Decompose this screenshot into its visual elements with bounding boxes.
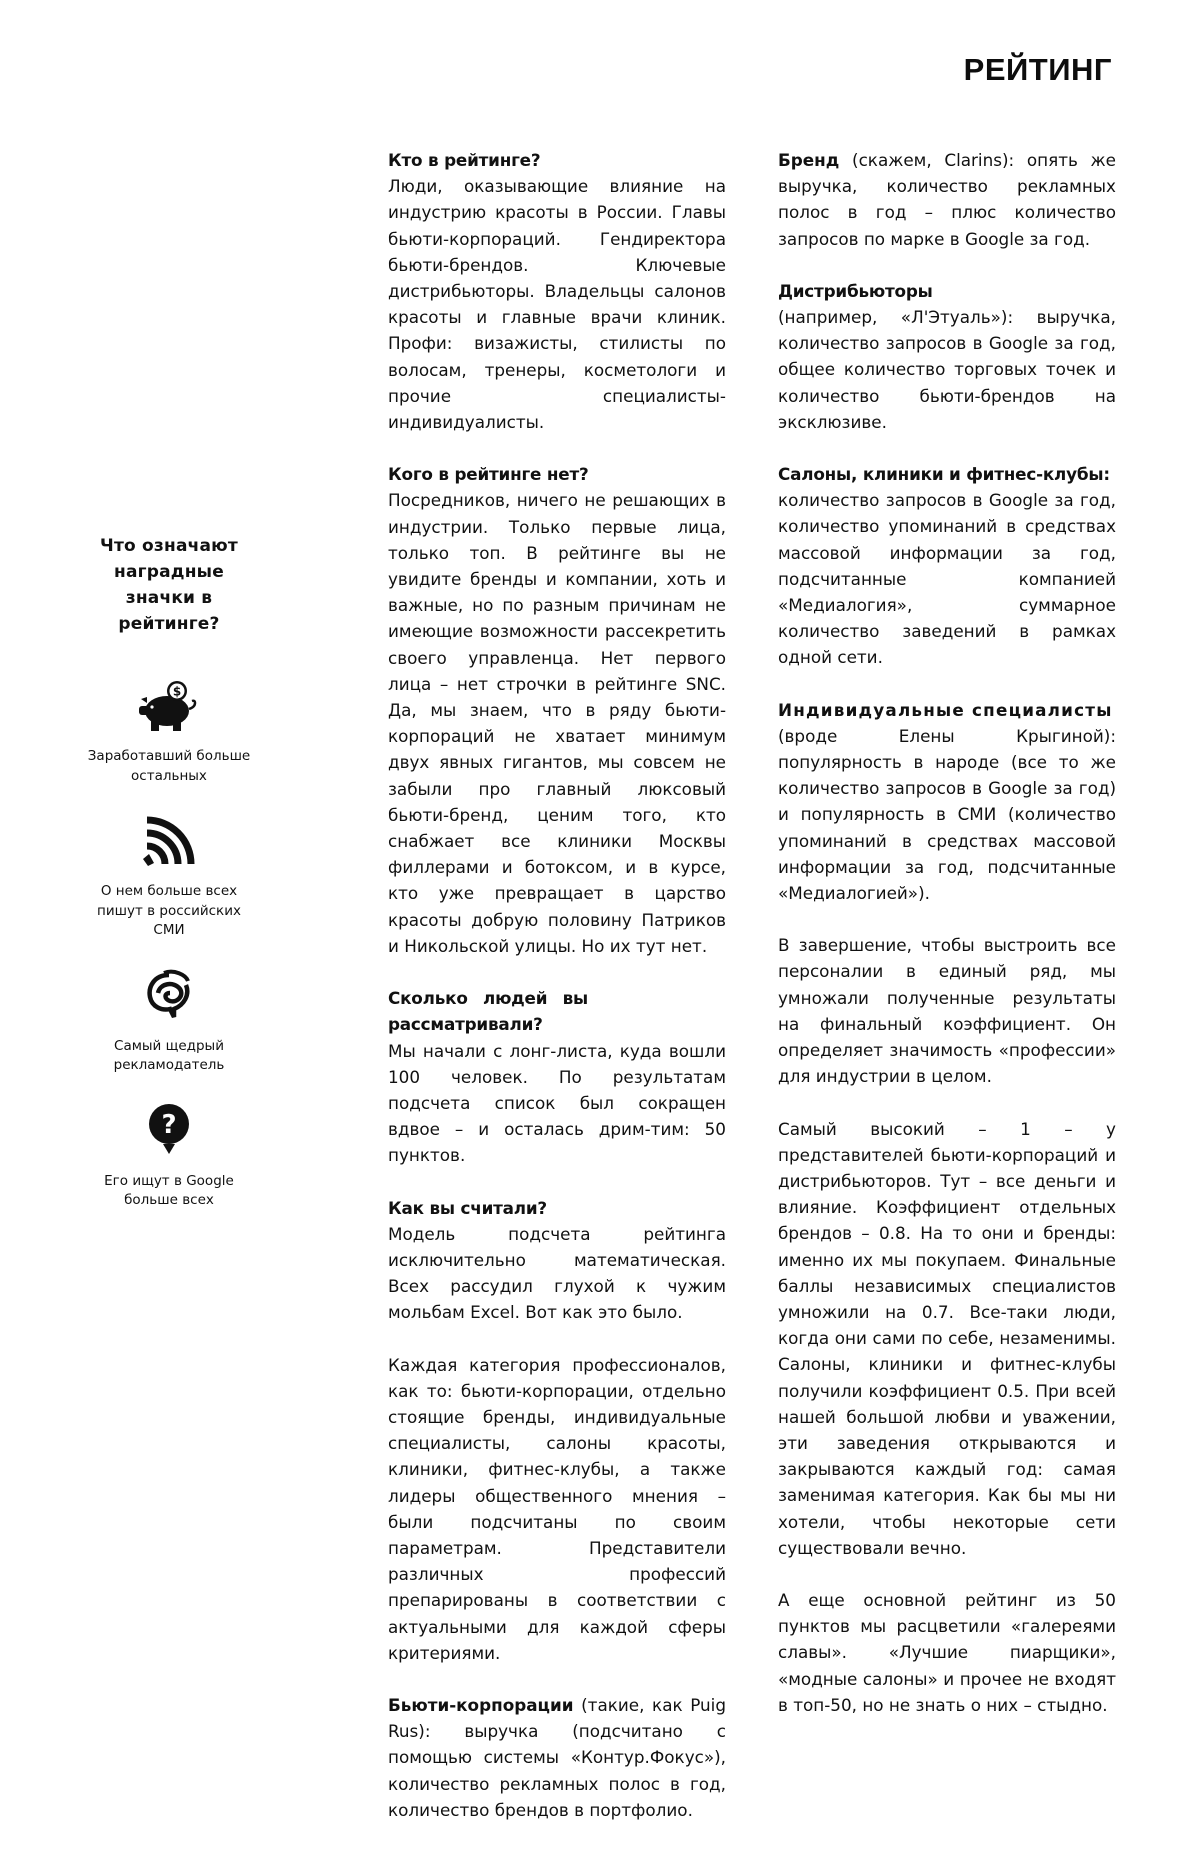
section-galleries bbox=[778, 1587, 1116, 1718]
badge-item bbox=[84, 1102, 254, 1211]
section-text: (например, «Л'Этуаль»): выручка, количество запросов в Google за год, общее количество торговых точек и количество бьюти-брендов на эксклюзиве. bbox=[778, 307, 1116, 432]
article-column-right bbox=[778, 147, 1116, 1744]
spiral-speech-bubble-icon bbox=[84, 969, 254, 1023]
section-text: (скажем, Clarins): опять же выручка, количество рекламных полос в год – плюс количество запросов по марке в Google за год. bbox=[778, 150, 1116, 249]
article-column-left bbox=[388, 147, 726, 1849]
section-distributors bbox=[778, 278, 1116, 435]
section-text: Каждая категория профессионалов, как то: бьюти-корпорации, отдельно стоящие бренды, индивидуальные специалисты, салоны красоты, клиники, фитнес-клубы, а также лидеры общественного мнения – были подсчитаны по своим параметрам. Представители различных профессий препарированы в соответствии с актуальными для каждой сферы критериями. bbox=[388, 1354, 726, 1663]
section-heading: Бьюти-корпорации bbox=[388, 1694, 574, 1715]
badge-label: Заработавший больше остальных bbox=[87, 748, 251, 784]
rss-broadcast-icon bbox=[84, 816, 254, 868]
section-coefficients bbox=[778, 1116, 1116, 1561]
badge-item bbox=[84, 677, 254, 786]
section-corporations bbox=[388, 1692, 726, 1823]
section-heading: Кто в рейтинге? bbox=[388, 150, 541, 170]
badge-label: Самый щедрый рекламодатель bbox=[113, 1037, 225, 1073]
section-text: количество запросов в Google за год, количество упоминаний в средствах массовой информации за год, подсчитанные компанией «Медиалогия», суммарное количество заведений в рамках одной сети. bbox=[778, 490, 1116, 668]
section-heading: Кого в рейтинге нет? bbox=[388, 464, 589, 485]
badge-label: О нем больше всех пишут в российских СМИ bbox=[97, 883, 241, 938]
section-heading: Индивидуальные специалисты bbox=[778, 699, 1113, 720]
section-text: В завершение, чтобы выстроить все персоналии в единый ряд, мы умножали полученные результаты на финальный коэффициент. Он определяет значимость «профессии» для индустрии в целом. bbox=[778, 935, 1116, 1087]
section-conclusion bbox=[778, 932, 1116, 1089]
section-salons bbox=[778, 461, 1116, 671]
section-specialists bbox=[778, 697, 1116, 907]
badge-label: Его ищут в Google больше всех bbox=[104, 1172, 234, 1208]
section-text: Люди, оказывающие влияние на индустрию красоты в России. Главы бьюти-корпораций. Гендиректора бьюти-брендов. Ключевые дистрибьюторы. Владельцы салонов красоты и главные врачи клиник. Профи: визажисты, стилисты по волосам, тренеры, косметологи и прочие специалисты-индивидуалисты. bbox=[388, 176, 726, 433]
section-categories bbox=[388, 1352, 726, 1666]
page-title: РЕЙТИНГ bbox=[963, 52, 1112, 87]
svg-text:?: ? bbox=[161, 1109, 177, 1140]
section-heading: Салоны, клиники и фитнес-клубы: bbox=[778, 464, 1110, 485]
badge-item bbox=[84, 816, 254, 941]
section-who-not bbox=[388, 461, 726, 959]
section-text: Посредников, ничего не решающих в индустрии. Только первые лица, только топ. В рейтинге вы не увидите бренды и компании, хоть и важные, но по разным причинам не имеющие возможности рассекретить своего управленца. Нет первого лица – нет строчки в рейтинге SNC. Да, мы знаем, что в ряду бьюти-корпораций не хватает минимум двух явных гигантов, мы совсем не забыли про главный люксовый бьюти-бренд, ценим того, кто снабжает все клиники Москвы филлерами и ботоксом, и в курсе, кто уже превращает в царство красоты добрую половину Патриков и Никольской улицы. Но их тут нет. bbox=[388, 490, 726, 956]
section-heading: Сколько людей вы рассматривали? bbox=[388, 988, 588, 1035]
section-text: (вроде Елены Крыгиной): популярность в народе (все то же количество запросов в Google за год) и популярность в СМИ (количество упоминаний в средствах массовой информации за год, подсчитанные «Медиалогией»). bbox=[778, 725, 1116, 904]
section-text: (такие, как Puig Rus): выручка (подсчитано с помощью системы «Контур.Фокус»), количество рекламных полос в год, количество брендов в портфолио. bbox=[388, 1694, 726, 1820]
section-how-counted bbox=[388, 1195, 726, 1326]
piggy-bank-icon bbox=[84, 677, 254, 733]
svg-text:$: $ bbox=[172, 684, 182, 699]
badge-legend-question: Что означают наградные значки в рейтинге? bbox=[100, 536, 238, 634]
section-text: Мы начали с лонг-листа, куда вошли 100 человек. По результатам подсчета список был сокращен вдвое – и осталась дрим-тим: 50 пунктов. bbox=[388, 1040, 726, 1166]
section-text: А еще основной рейтинг из 50 пунктов мы расцветили «галереями славы». «Лучшие пиарщики», «модные салоны» и прочее не входят в топ-50, но не знать о них – стыдно. bbox=[778, 1589, 1116, 1715]
section-brand bbox=[778, 147, 1116, 252]
section-text: Модель подсчета рейтинга исключительно математическая. Всех рассудил глухой к чужим мольбам Excel. Вот как это было. bbox=[388, 1223, 726, 1323]
section-who bbox=[388, 147, 726, 435]
section-heading: Бренд bbox=[778, 150, 840, 170]
section-how-many bbox=[388, 985, 726, 1168]
section-heading: Дистрибьюторы bbox=[778, 280, 933, 301]
badge-legend bbox=[84, 533, 254, 1211]
section-text: Самый высокий – 1 – у представителей бьюти-корпораций и дистрибьюторов. Тут – все деньги и влияние. Коэффициент отдельных брендов – 0.8. На то они и бренды: именно их мы покупаем. Финальные баллы независимых специалистов умножили на 0.7. Все-таки люди, когда они сами по себе, незаменимы. Салоны, клиники и фитнес-клубы получили коэффициент 0.5. При всей нашей большой любви и уважении, эти заведения открываются и закрываются каждый год: самая заменимая категория. Как бы мы ни хотели, чтобы некоторые сети существовали вечно. bbox=[778, 1118, 1116, 1558]
badge-item bbox=[84, 969, 254, 1076]
question-bubble-icon bbox=[84, 1102, 254, 1158]
section-heading: Как вы считали? bbox=[388, 1197, 547, 1218]
